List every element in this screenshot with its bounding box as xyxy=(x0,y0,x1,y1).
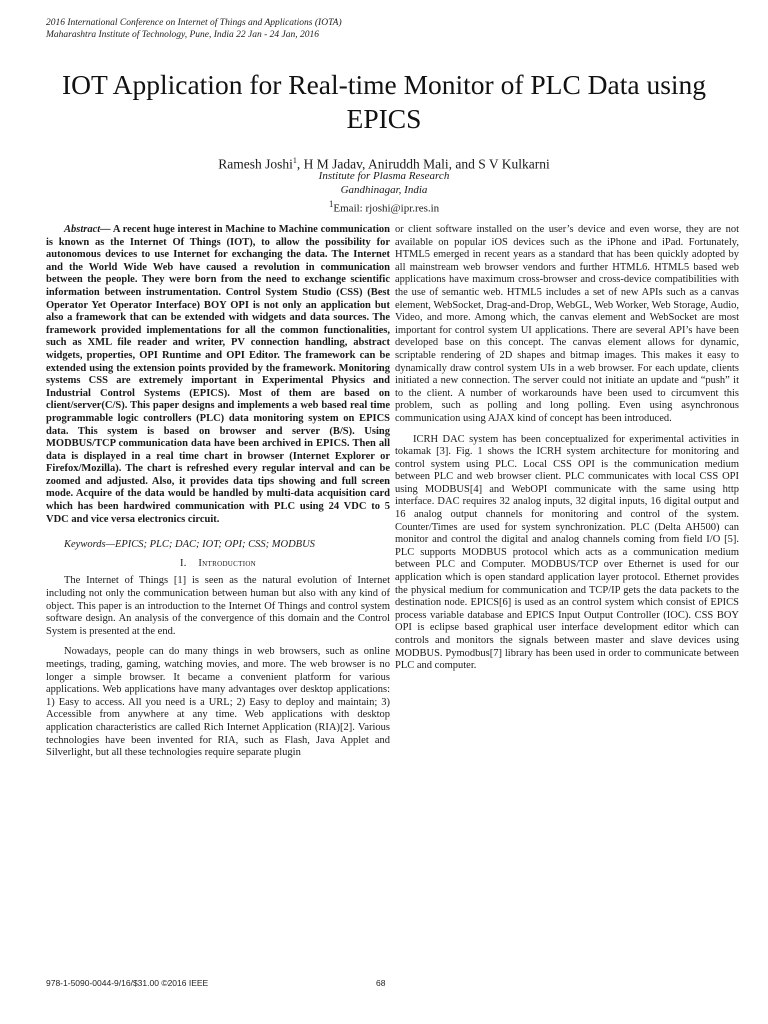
author-footnote-mark: 1 xyxy=(292,156,297,165)
abstract xyxy=(46,224,390,526)
abstract-text: A recent huge interest in Machine to Machine communication is known as the Internet Of Things (IOT), to allow the possibility for autonomous devices to use Internet for exchanging the data. The Internet and the World Wide Web have caused a revolution in communication between the people. They were born from the need to exchange scientific information between instrumentation. Control System Studio (CSS) (Best Operator Yet Operator Interface) BOY OPI is not only an application but also a framework that can be extended with widgets and data sources. The framework provided implementations for all the common functionalities, such as XML file reader and writer, PV connection handling, abstract widgets, properties, OPI Runtime and OPI Editor. The framework can be extended using the extension points provided by the framework. Monitoring systems CSS are extremely important in Experimental Physics and Industrial Control Systems (EPICS). Most of them are based on client/server(C/S). This paper designs and implements a web based real time programmable logic controllers (PLC) data monitoring system on EPICS data. This system is based on browser and server (B/S). Using MODBUS/TCP communication data have been archived in EPICS. Then all data is displayed in a real time chart in browser (Internet Explorer or Firefox/Mozilla). The chart is refreshed every regular interval and can be zoomed and adjusted. Also, it provides data tips showing and full screen mode. Acquire of the data would be handled by multi-data acquisition card which has been hardwired communication with PLC using 24 VDC to 5 VDC and vice versa electronics circuit. xyxy=(46,224,390,525)
copyright-footer: 978-1-5090-0044-9/16/$31.00 ©2016 IEEE xyxy=(46,978,209,988)
author-rest: , H M Jadav, Aniruddh Mali, and S V Kulkarni xyxy=(296,156,550,172)
abstract-label: Abstract— xyxy=(64,224,111,235)
author-first: Ramesh Joshi xyxy=(218,156,293,172)
author-email xyxy=(40,197,728,216)
section-number: I. xyxy=(179,557,187,569)
institute-location: Gandhinagar, India xyxy=(340,184,428,196)
keywords: Keywords—EPICS; PLC; DAC; IOT; OPI; CSS; MODBUS xyxy=(64,539,315,551)
left-column xyxy=(46,224,390,760)
conference-name: 2016 International Conference on Internet of Things and Applications (IOTA) xyxy=(46,18,342,28)
institute-name: Institute for Plasma Research xyxy=(318,170,450,182)
body-paragraph-4: ICRH DAC system has been conceptualized for experimental activities in tokamak [3]. Fig. 1 shows the ICRH system architecture for monitoring and control system using PLC. Local CSS OPI is the communication medium between PLC and web browser client. PLC communicates with local CSS OPI using MODBUS[4] and WebOPI communicate with the same using http interface. DAC requires 32 analog inputs, 32 digital inputs, 16 digital output and 16 analog output channels for monitoring and control of the system. Counter/Times are used for system synchronization. PLC (Delta AH500) can monitor and control the digital and analog channels coming from field I/O [5]. PLC supports MODBUS protocol which acts as a communication medium between PLC and Computer. MODBUS/TCP over Ethernet is used for our application which is open standard application layer protocol. Ethernet provides the physical medium for communication and TCP/IP gets the data packets to the destination node. EPICS[6] is used as an control system which consist of EPICS process variable database and EPICS Input Output Controller (IOC). CSS BOY OPI is eclipse based graphical user interface development editor which can controls and monitors the signals between master and slave devices using MODBUS. Pymodbus[7] library has been used in order to communicate between PLC and computer. xyxy=(395,433,739,672)
body-paragraph-2: Nowadays, people can do many things in web browsers, such as online meetings, trading, gaming, watching movies, and more. The web browser is no longer a simple browser. It became a convenient platform for various applications. Web applications have many advantages over desktop applications: 1) Easy to access. All you need is a URL; 2) Easy to deploy and maintain; 3) Accessible from anywhere at any time. Web applications with desktop application characteristics are called Rich Internet Application (RIA)[2]. Various technologies have been invented for RIA, such as Flash, Java Applet and Silverlight, but all these technologies require separate plugin xyxy=(46,646,390,759)
body-paragraph-1: The Internet of Things [1] is seen as the natural evolution of Internet including not only the communication between human but also with any kind of object. This paper is an introduction to the Internet Of Things and control system software design. An analysis of the convergence of this domain and the Control System is presented at the end. xyxy=(46,575,390,637)
paper-title: IOT Application for Real-time Monitor of PLC Data using EPICS xyxy=(61,69,707,134)
conference-venue: Maharashtra Institute of Technology, Pune, India 22 Jan - 24 Jan, 2016 xyxy=(46,30,320,40)
section-title: Introduction xyxy=(198,557,257,569)
body-paragraph-3: or client software installed on the user’s device and even worse, they are not available on popular iOS devices such as the iPhone and iPad. Fortunately, HTML5 emerged in recent years as a standard that has been quickly adopted by all mainstream web browser vendors and further HTML6. HTML5 based web applications have maximum cross-browser and cross-device compatibilities with the use of semantic web. HTML5 includes a set of new APIs such as a canvas element, WebSocket, Drag-and-Drop, WebGL, Web Worker, Web Storage, Audio, Video, and more. Among which, the canvas element and WebSocket are most important for control system UI applications. There are several API’s have been developed base on this concept. The canvas element allows for dynamic, scriptable rendering of 2D shapes and bitmap images. This makes it easy to dynamically draw control system UIs in a web browser. For each update, clients initiated a new connection. The server could not initiate an update and “push” it to the client. A number of workarounds have been used to circumvent this problem, such as polling and long polling. Even using asynchronous communication using AJAX kind of concept has been introduced. xyxy=(395,224,739,424)
right-column xyxy=(395,224,739,673)
email-text: Email: rjoshi@ipr.res.in xyxy=(333,202,440,215)
email-footnote-mark: 1 xyxy=(328,199,334,209)
section-heading-introduction xyxy=(46,558,390,571)
affiliation xyxy=(40,169,728,216)
conference-header xyxy=(46,17,726,41)
page-number: 68 xyxy=(376,978,386,988)
